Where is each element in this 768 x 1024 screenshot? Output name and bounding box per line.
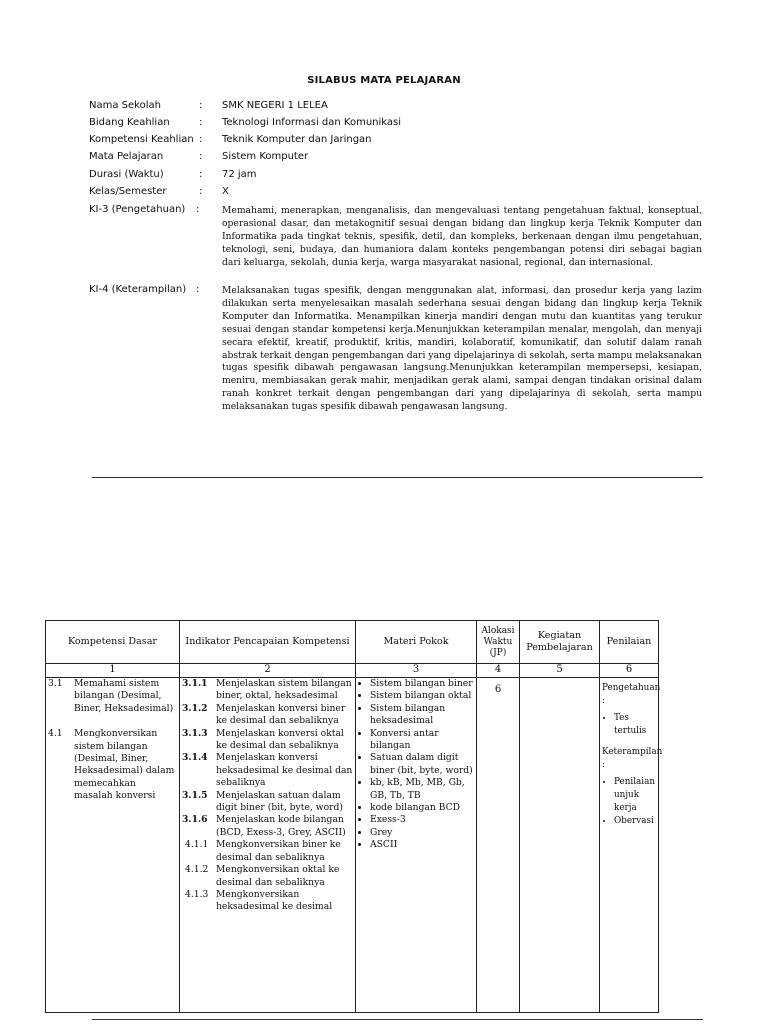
indikator-text: Menjelaskan satuan dalam digit biner (bit, byte, word) (216, 789, 343, 814)
indikator-item (182, 678, 353, 703)
indikator-number: 3.1.4 (182, 752, 208, 764)
materi-item: • Sistem bilangan heksadesimal (370, 703, 474, 728)
materi-item: • ASCII (370, 839, 474, 851)
cell-alokasi (477, 678, 520, 1013)
penilaian-pengetahuan-item: • Tes tertulis (614, 712, 656, 738)
materi-item: • kb, kB, Mb, MB, Gb, GB, Tb, TB (370, 777, 474, 802)
col-number: 3 (356, 664, 477, 678)
materi-item: • kode bilangan BCD (370, 802, 474, 814)
header-kegiatan: Kegiatan Pembelajaran (520, 621, 600, 664)
materi-item: • Satuan dalam digit biner (bit, byte, word) (370, 752, 474, 777)
indikator-number: 3.1.2 (182, 702, 208, 714)
silabus-table (45, 620, 663, 1013)
header-indikator: Indikator Pencapaian Kompetensi (180, 621, 356, 664)
indikator-item (182, 814, 353, 839)
penilaian-pengetahuan-label: Pengetahuan : (602, 683, 661, 706)
meta-key: Kelas/Semester (89, 186, 167, 197)
column-number-row (46, 664, 659, 678)
meta-value: SMK NEGERI 1 LELEA (222, 100, 328, 111)
materi-item: • Sistem bilangan biner (370, 678, 474, 690)
indikator-text: Menjelaskan konversi biner ke desimal dan sebaliknya (216, 702, 346, 727)
cell-indikator (180, 678, 356, 1013)
indikator-text: Menjelaskan konversi heksadesimal ke desimal dan sebaliknya (216, 752, 353, 789)
indikator-item (182, 703, 353, 728)
indikator-number: 3.1.5 (182, 789, 208, 801)
alokasi-value: 6 (494, 684, 502, 695)
header-materi-pokok: Materi Pokok (356, 621, 477, 664)
indikator-item (182, 790, 353, 815)
header-kompetensi-dasar: Kompetensi Dasar (46, 621, 180, 664)
col-number: 2 (180, 664, 356, 678)
indikator-item (182, 864, 353, 889)
indikator-text: Mengkonversikan biner ke desimal dan sebaliknya (216, 839, 341, 863)
page-title: SILABUS MATA PELAJARAN (307, 75, 461, 86)
table-row (46, 678, 659, 1013)
indikator-number: 3.1.3 (182, 727, 208, 739)
divider-rule (92, 477, 703, 478)
meta-value: 72 jam (222, 169, 257, 180)
meta-colon: : (199, 117, 203, 128)
footer-rule (92, 1019, 703, 1020)
indikator-number: 3.1.1 (182, 678, 208, 689)
indikator-number: 4.1.2 (185, 864, 209, 876)
meta-value: Teknologi Informasi dan Komunikasi (222, 117, 402, 128)
indikator-number: 4.1.1 (185, 839, 209, 851)
ki4-text: Melaksanakan tugas spesifik, dengan menggunakan alat, informasi, dan prosedur kerja yang lazim dilakukan serta menyelesaikan masalah sederhana sesuai dengan bidang dan lingkup kerja Teknik Komputer dan Informatika. Menampilkan kinerja mandiri dengan mutu dan kuantitas yang terukur sesuai dengan standar kompetensi kerja.Menunjukkan keterampilan menalar, mengolah, dan menyaji secara efektif, kreatif, produktif, kritis, mandiri, kolaboratif, komunikatif, dan solutif dalam ranah abstrak terkait dengan pengembangan dari yang dipelajarinya di sekolah, serta mampu melaksanakan tugas spesifik dibawah pengawasan langsung.Menunjukkan keterampilan mempersepsi, kesiapan, meniru, membiasakan gerak mahir, menjadikan gerak alami, sampai dengan tindakan orisinal dalam ranah konkret terkait dengan pengembangan dari yang dipelajarinya di sekolah, serta mampu melaksanakan tugas spesifik dibawah pengawasan langsung. (222, 285, 702, 413)
ki4-label: KI-4 (Keterampilan) (89, 284, 187, 295)
penilaian-keterampilan-label: Keterampilan : (602, 747, 663, 770)
indikator-item (182, 839, 353, 864)
materi-item: • Exess-3 (370, 814, 474, 826)
indikator-text: Menjelaskan kode bilangan (BCD, Exess-3, Grey, ASCII) (216, 814, 346, 838)
penilaian-keterampilan-item: • Obervasi (614, 815, 656, 828)
penilaian-keterampilan-item: • Penilaian unjuk kerja (614, 776, 656, 815)
meta-key: Mata Pelajaran (89, 151, 164, 162)
header-penilaian: Penilaian (600, 621, 659, 664)
kd-text: Mengkonversikan sistem bilangan (Desimal, Biner, Heksadesimal) dalam memecahkan masalah konversi (74, 728, 175, 802)
kd-text: Memahami sistem bilangan (Desimal, Biner, Heksadesimal) (74, 678, 174, 714)
meta-key: Durasi (Waktu) (89, 169, 164, 180)
meta-key: Bidang Keahlian (89, 117, 170, 128)
cell-penilaian (600, 678, 663, 1013)
indikator-number: 3.1.6 (182, 814, 208, 826)
meta-value: X (222, 186, 229, 197)
indikator-text: Mengkonversikan heksadesimal ke desimal (216, 888, 333, 913)
ki3-colon: : (196, 204, 200, 215)
meta-key: Kompetensi Keahlian (89, 134, 194, 145)
materi-item: • Grey (370, 827, 474, 839)
indikator-text: Mengkonversikan oktal ke desimal dan sebaliknya (216, 864, 340, 888)
indikator-number: 4.1.3 (185, 888, 209, 900)
cell-kompetensi-dasar (46, 678, 180, 1013)
header-alokasi-waktu: Alokasi Waktu (JP) (477, 621, 520, 664)
col-number: 6 (600, 664, 659, 678)
ki3-text: Memahami, menerapkan, menganalisis, dan mengevaluasi tentang pengetahuan faktual, konseptual, operasional dasar, dan metakognitif sesuai dengan bidang dan lingkup kerja Teknik Komputer dan Informatika pada tingkat teknis, spesifik, detil, dan kompleks, berkenaan dengan ilmu pengetahuan, teknologi, seni, budaya, dan humaniora dalam konteks pengembangan potensi diri sebagai bagian dari keluarga, sekolah, dunia kerja, warga masyarakat nasional, regional, dan internasional. (222, 205, 702, 268)
kd-number: 3.1 (48, 678, 63, 689)
col-number: 1 (46, 664, 180, 678)
kd-number: 4.1 (48, 728, 63, 740)
col-number: 5 (520, 664, 600, 678)
kompetensi-dasar-item (48, 678, 177, 715)
meta-value: Teknik Komputer dan Jaringan (222, 134, 372, 145)
meta-colon: : (199, 169, 203, 180)
cell-kegiatan (520, 678, 600, 1013)
materi-item: • Sistem bilangan oktal (370, 690, 474, 702)
meta-colon: : (199, 134, 203, 145)
ki4-colon: : (196, 284, 200, 295)
materi-item: • Konversi antar bilangan (370, 728, 474, 753)
ki3-label: KI-3 (Pengetahuan) (89, 204, 186, 215)
col-number: 4 (477, 664, 520, 678)
meta-colon: : (199, 151, 203, 162)
cell-materi (356, 678, 477, 1013)
meta-colon: : (199, 186, 203, 197)
meta-key: Nama Sekolah (89, 100, 161, 111)
kompetensi-dasar-item (48, 728, 177, 802)
indikator-item (182, 752, 353, 789)
indikator-text: Menjelaskan sistem bilangan biner, oktal, heksadesimal (216, 678, 352, 702)
meta-value: Sistem Komputer (222, 151, 309, 162)
meta-colon: : (199, 100, 203, 111)
table-header-row (46, 621, 659, 664)
indikator-text: Menjelaskan konversi oktal ke desimal dan sebaliknya (216, 727, 344, 752)
indikator-item (182, 728, 353, 753)
indikator-item (182, 889, 353, 914)
